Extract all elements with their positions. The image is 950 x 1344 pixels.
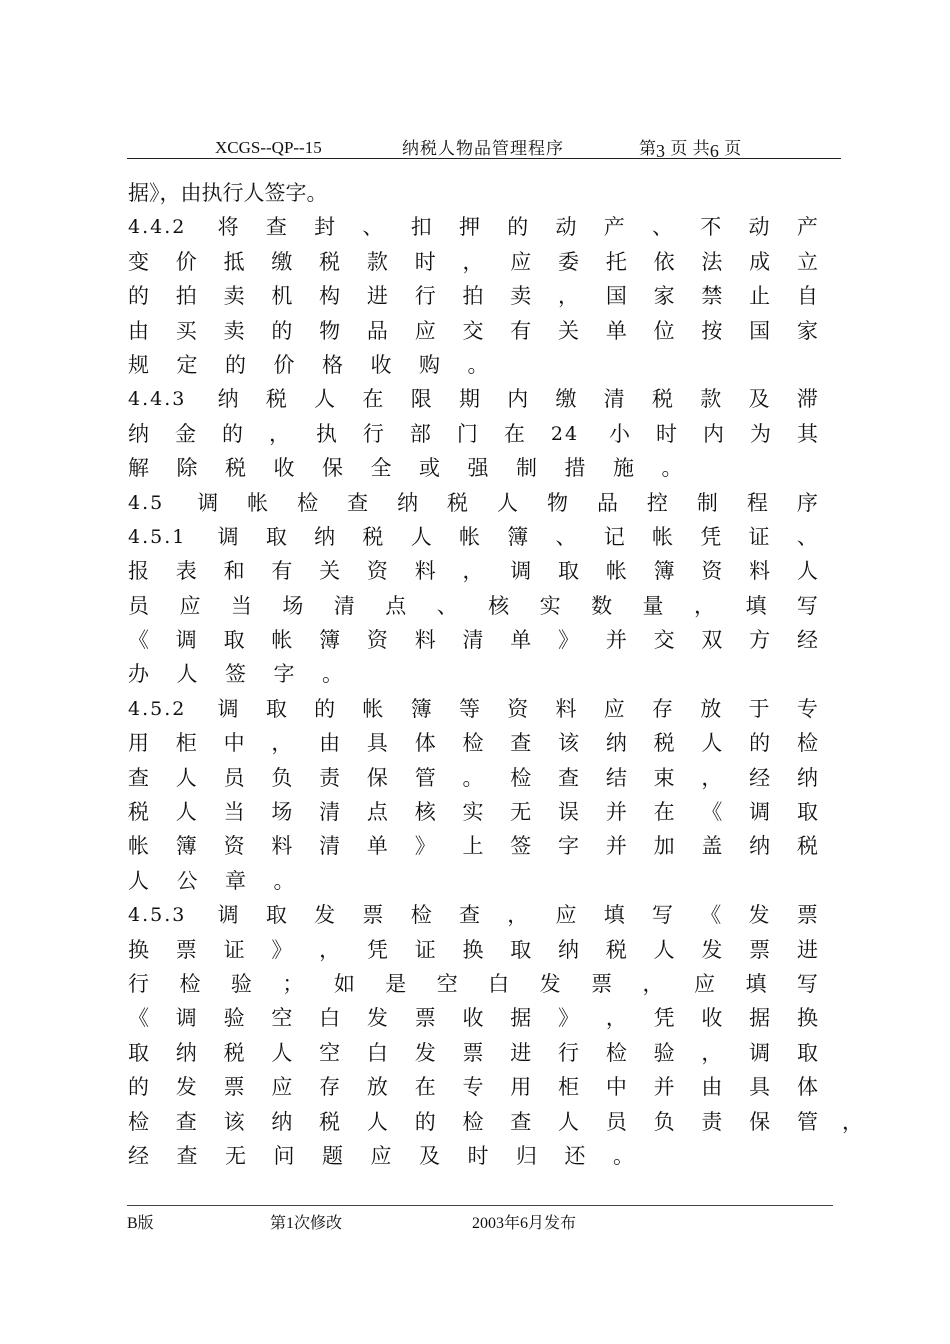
body-line: 《 调 验 空 白 发 票 收 据 》 ， 凭 收 据 换 (128, 1006, 818, 1031)
body-line: 用 柜 中 ， 由 具 体 检 查 该 纳 税 人 的 检 (128, 731, 818, 756)
footer-divider (127, 1205, 833, 1206)
body-line: 员 应 当 场 清 点 、 核 实 数 量 ， 填 写 (128, 593, 818, 618)
body-line: 经 查 无 问 题 应 及 时 归 还 。 (128, 1143, 634, 1168)
doc-title: 纳税人物品管理程序 (402, 139, 564, 159)
body-line: 4.4.3 纳 税 人 在 限 期 内 缴 清 税 款 及 滞 (128, 387, 818, 412)
body-line: 行 检 验 ； 如 是 空 白 发 票 ， 应 填 写 (128, 971, 818, 996)
body-line: 人 公 章 。 (128, 868, 295, 893)
header-divider (127, 158, 841, 159)
body-line: 的 发 票 应 存 放 在 专 用 柜 中 并 由 具 体 (128, 1075, 818, 1100)
body-line: 换 票 证 》 ， 凭 证 换 取 纳 税 人 发 票 进 (128, 937, 818, 962)
body-line: 纳 金 的 ， 执 行 部 门 在 24 小 时 内 为 其 (128, 421, 818, 446)
edition: B版 (127, 1215, 154, 1232)
revision-count: 第1次修改 (270, 1215, 343, 1232)
body-line: 查 人 员 负 责 保 管 。 检 查 结 束 ， 经 纳 (128, 765, 818, 790)
release-date: 2003年6月发布 (472, 1215, 577, 1232)
body-line: 由 买 卖 的 物 品 应 交 有 关 单 位 按 国 家 (128, 318, 818, 343)
body-line: 变 价 抵 缴 税 款 时 ， 应 委 托 依 法 成 立 (128, 249, 818, 274)
body-line: 4.5 调 帐 检 查 纳 税 人 物 品 控 制 程 序 (128, 490, 818, 515)
body-line: 4.5.3 调 取 发 票 检 查 ， 应 填 写 《 发 票 (128, 903, 818, 928)
doc-code: XCGS--QP--15 (215, 138, 322, 157)
page-prefix: 第 (639, 139, 656, 159)
page-suffix: 页 (724, 139, 742, 159)
body-line: 规 定 的 价 格 收 购 。 (128, 352, 489, 377)
body-line: 4.4.2 将 查 封 、 扣 押 的 动 产 、 不 动 产 (128, 215, 818, 240)
body-line: 帐 簿 资 料 清 单 》 上 签 字 并 加 盖 纳 税 (128, 834, 818, 859)
page-header (127, 128, 841, 161)
body-line: 解 除 税 收 保 全 或 强 制 措 施 。 (128, 456, 683, 481)
page-total: 6 (709, 141, 719, 161)
page-number: 3 (656, 141, 665, 161)
body-line: 取 纳 税 人 空 白 发 票 进 行 检 验 ， 调 取 (128, 1040, 818, 1065)
page-info (639, 134, 741, 159)
body-line: 的 拍 卖 机 构 进 行 拍 卖 ， 国 家 禁 止 自 (128, 284, 818, 309)
body-line: 4.5.2 调 取 的 帐 簿 等 资 料 应 存 放 于 专 (128, 696, 818, 721)
body-line: 报 表 和 有 关 资 料 ， 调 取 帐 簿 资 料 人 (128, 559, 818, 584)
trailing-comma: ， (842, 1109, 863, 1134)
body-line: 《 调 取 帐 簿 资 料 清 单 》 并 交 双 方 经 (128, 628, 818, 653)
page-mid: 页 共 (670, 139, 710, 159)
body-line: 检 查 该 纳 税 人 的 检 查 人 员 负 责 保 管 (128, 1109, 818, 1134)
body-line: 据》，由执行人签字。 (128, 181, 328, 205)
body-line: 办 人 签 字 。 (128, 662, 343, 687)
body-line: 税 人 当 场 清 点 核 实 无 误 并 在 《 调 取 (128, 800, 818, 825)
body-line: 4.5.1 调 取 纳 税 人 帐 簿 、 记 帐 凭 证 、 (128, 524, 818, 549)
document-body (128, 176, 818, 1173)
